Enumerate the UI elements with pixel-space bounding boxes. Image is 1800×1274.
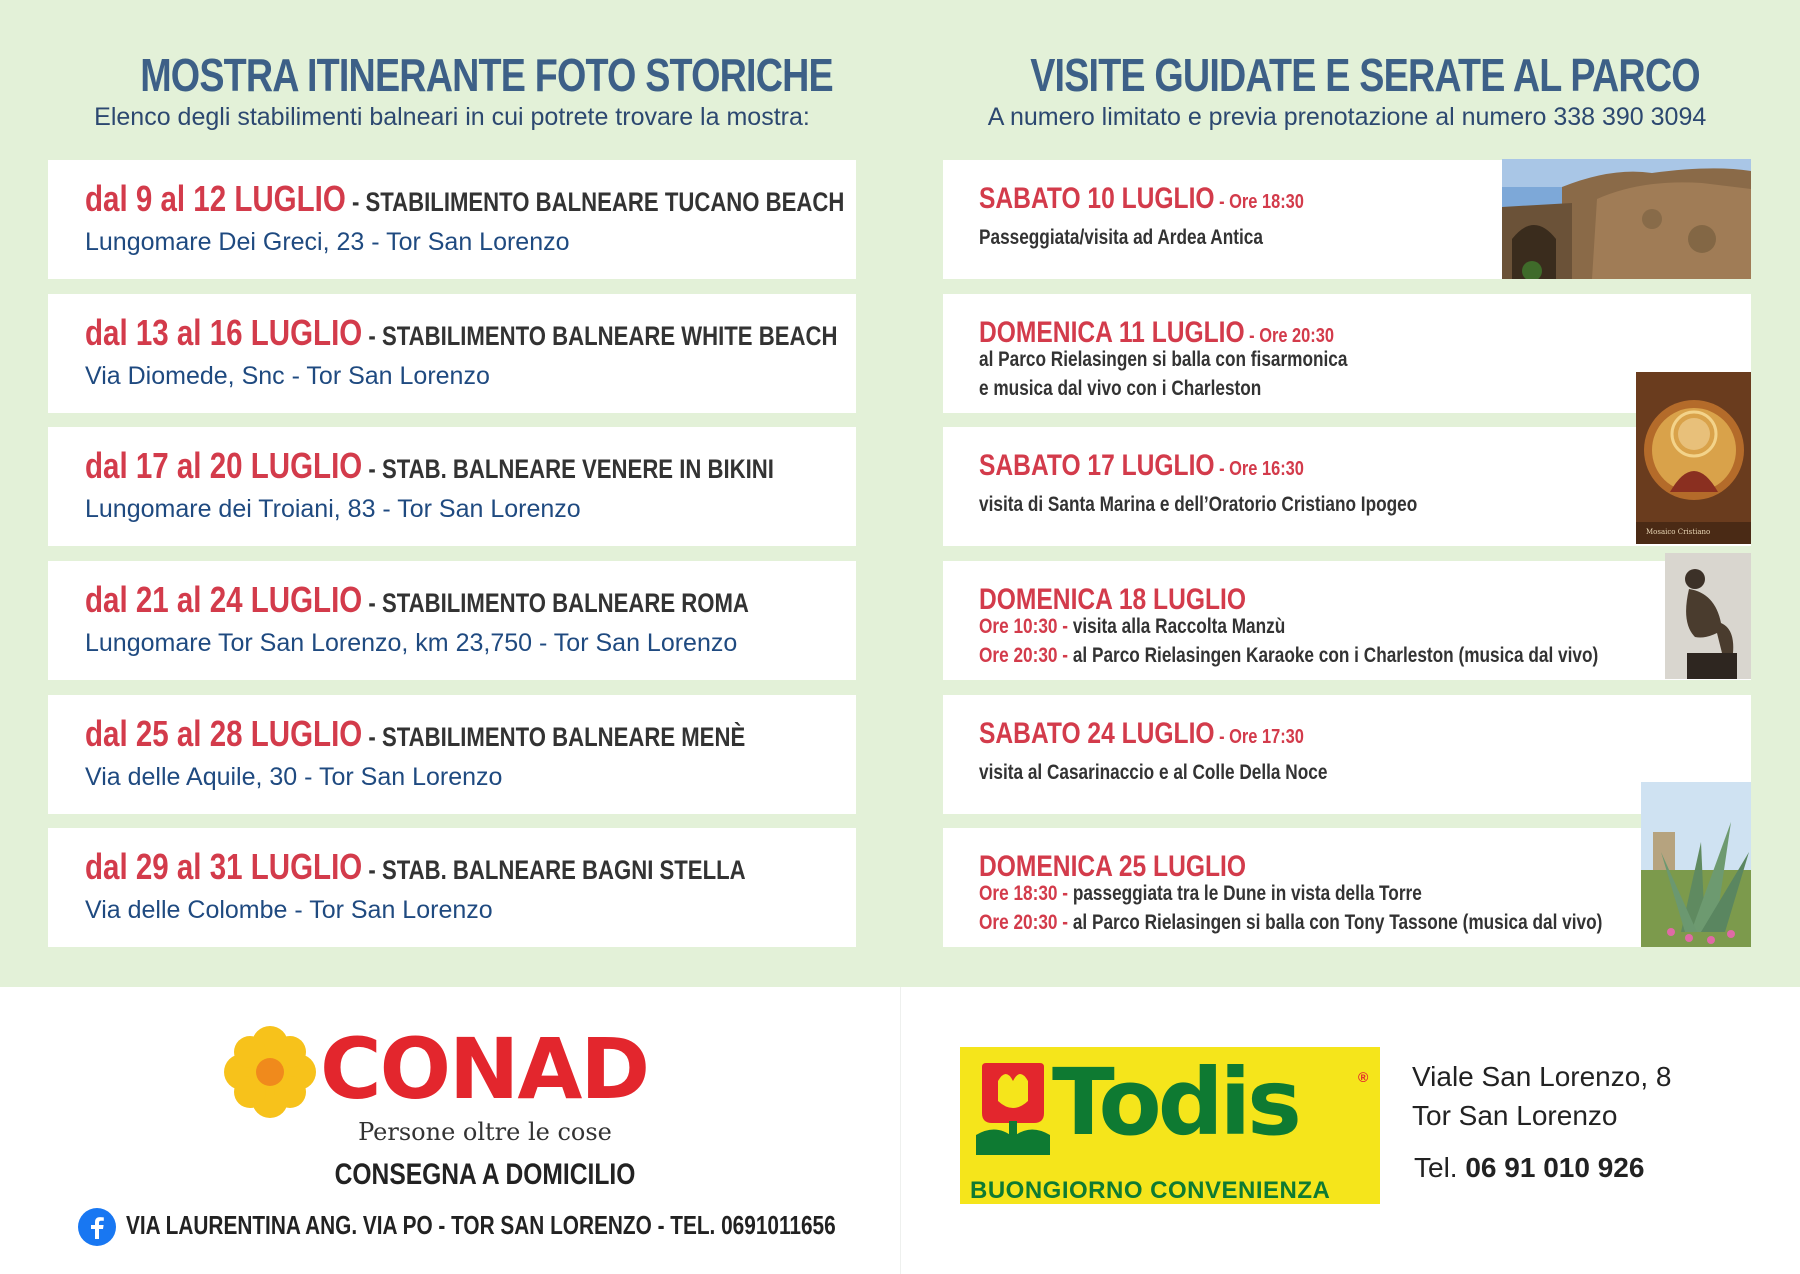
- event-description: Passeggiata/visita ad Ardea Antica: [979, 226, 1263, 249]
- exhibit-venue: STABILIMENTO BALNEARE TUCANO BEACH: [365, 187, 845, 217]
- event-time: - Ore 16:30: [1214, 458, 1304, 480]
- photo-tower-agave: [1641, 782, 1751, 947]
- event-card: [943, 294, 1751, 413]
- photo-caption: Mosaico Cristiano: [1646, 528, 1711, 536]
- conad-flower-icon: [224, 1026, 316, 1118]
- separator: -: [362, 722, 382, 752]
- exhibit-date: dal 9 al 12 LUGLIO: [85, 178, 346, 219]
- exhibit-address: Lungomare Tor San Lorenzo, km 23,750 - Tor San Lorenzo: [85, 629, 738, 657]
- exhibit-card: [48, 561, 856, 680]
- right-subtitle: A numero limitato e previa prenotazione al numero 338 390 3094: [987, 103, 1707, 131]
- todis-address-1: Viale San Lorenzo, 8: [1412, 1061, 1672, 1092]
- exhibit-card: [48, 427, 856, 546]
- event-description: Ore 10:30 - visita alla Raccolta Manzù: [979, 615, 1286, 638]
- event-time: - Ore 18:30: [1214, 191, 1304, 213]
- exhibit-venue: STABILIMENTO BALNEARE WHITE BEACH: [381, 321, 838, 351]
- exhibit-date: dal 17 al 20 LUGLIO: [85, 445, 363, 486]
- todis-address-2: Tor San Lorenzo: [1412, 1100, 1618, 1131]
- exhibit-venue: STABILIMENTO BALNEARE ROMA: [381, 588, 749, 618]
- event-day: SABATO 10 LUGLIO: [979, 182, 1215, 215]
- exhibit-date: dal 21 al 24 LUGLIO: [85, 579, 363, 620]
- exhibit-address: Via delle Aquile, 30 - Tor San Lorenzo: [85, 763, 503, 791]
- exhibit-venue: STAB. BALNEARE BAGNI STELLA: [381, 855, 746, 885]
- separator: -: [362, 588, 382, 618]
- event-day: SABATO 17 LUGLIO: [979, 449, 1215, 482]
- conad-delivery: CONSEGNA A DOMICILIO: [334, 1158, 636, 1191]
- left-heading: MOSTRA ITINERANTE FOTO STORICHE: [140, 49, 833, 101]
- event-time: - Ore 20:30: [1244, 325, 1334, 347]
- facebook-icon[interactable]: [78, 1208, 116, 1246]
- right-heading: VISITE GUIDATE E SERATE AL PARCO: [1030, 49, 1700, 101]
- phone-label: Tel.: [1414, 1152, 1466, 1183]
- exhibit-card: [48, 160, 856, 279]
- exhibit-address: Via delle Colombe - Tor San Lorenzo: [85, 896, 493, 924]
- footer-divider: [900, 987, 901, 1274]
- todis-wordmark: Todis: [1052, 1049, 1298, 1156]
- event-card: [943, 828, 1751, 947]
- todis-tulip-icon: [976, 1063, 1050, 1155]
- event-day: SABATO 24 LUGLIO: [979, 717, 1215, 750]
- photo-manzu-sculpture: [1665, 553, 1751, 679]
- exhibit-venue: STAB. BALNEARE VENERE IN BIKINI: [381, 454, 774, 484]
- photo-christ-mosaic: [1636, 372, 1751, 544]
- photo-ardea-ruins: [1502, 159, 1751, 279]
- event-description: e musica dal vivo con i Charleston: [979, 377, 1262, 400]
- exhibit-address: Lungomare dei Troiani, 83 - Tor San Lorenzo: [85, 495, 581, 523]
- event-description: al Parco Rielasingen si balla con fisarmonica: [979, 348, 1348, 371]
- exhibit-date: dal 29 al 31 LUGLIO: [85, 846, 363, 887]
- event-card: [943, 427, 1751, 546]
- event-card: [943, 695, 1751, 814]
- event-description: Ore 20:30 - al Parco Rielasingen Karaoke con i Charleston (musica dal vivo): [979, 644, 1599, 667]
- event-description: Ore 20:30 - al Parco Rielasingen si balla con Tony Tassone (musica dal vivo): [979, 911, 1603, 934]
- event-day: DOMENICA 11 LUGLIO: [979, 316, 1245, 349]
- event-card: [943, 561, 1751, 680]
- exhibit-venue: STABILIMENTO BALNEARE MENÈ: [381, 722, 746, 752]
- left-subtitle: Elenco degli stabilimenti balneari in cui potrete trovare la mostra:: [94, 103, 810, 131]
- exhibit-card: [48, 695, 856, 814]
- exhibit-address: Via Diomede, Snc - Tor San Lorenzo: [85, 362, 490, 390]
- separator: -: [362, 855, 382, 885]
- todis-phone: [1414, 1152, 1644, 1184]
- exhibit-date: dal 13 al 16 LUGLIO: [85, 312, 363, 353]
- separator: -: [345, 187, 366, 217]
- conad-wordmark: CONAD: [320, 1020, 649, 1118]
- todis-slogan: BUONGIORNO CONVENIENZA: [970, 1177, 1331, 1204]
- event-description: visita di Santa Marina e dell’Oratorio Cristiano Ipogeo: [979, 493, 1418, 516]
- phone-number[interactable]: 06 91 010 926: [1465, 1152, 1645, 1183]
- registered-mark: ®: [1358, 1069, 1369, 1085]
- separator: -: [362, 321, 382, 351]
- event-description: Ore 18:30 - passeggiata tra le Dune in vista della Torre: [979, 882, 1422, 905]
- exhibit-address: Lungomare Dei Greci, 23 - Tor San Lorenzo: [85, 228, 570, 256]
- exhibit-date: dal 25 al 28 LUGLIO: [85, 713, 363, 754]
- conad-address: VIA LAURENTINA ANG. VIA PO - TOR SAN LORENZO - TEL. 0691011656: [126, 1210, 836, 1240]
- exhibit-card: [48, 294, 856, 413]
- event-day: DOMENICA 25 LUGLIO: [979, 850, 1246, 883]
- event-description: visita al Casarinaccio e al Colle Della Noce: [979, 761, 1328, 784]
- event-day: DOMENICA 18 LUGLIO: [979, 583, 1246, 616]
- exhibit-card: [48, 828, 856, 947]
- event-time: - Ore 17:30: [1214, 726, 1304, 748]
- conad-logo: [224, 1022, 672, 1132]
- todis-logo: [960, 1047, 1380, 1204]
- conad-tagline: Persone oltre le cose: [358, 1118, 612, 1146]
- separator: -: [362, 454, 382, 484]
